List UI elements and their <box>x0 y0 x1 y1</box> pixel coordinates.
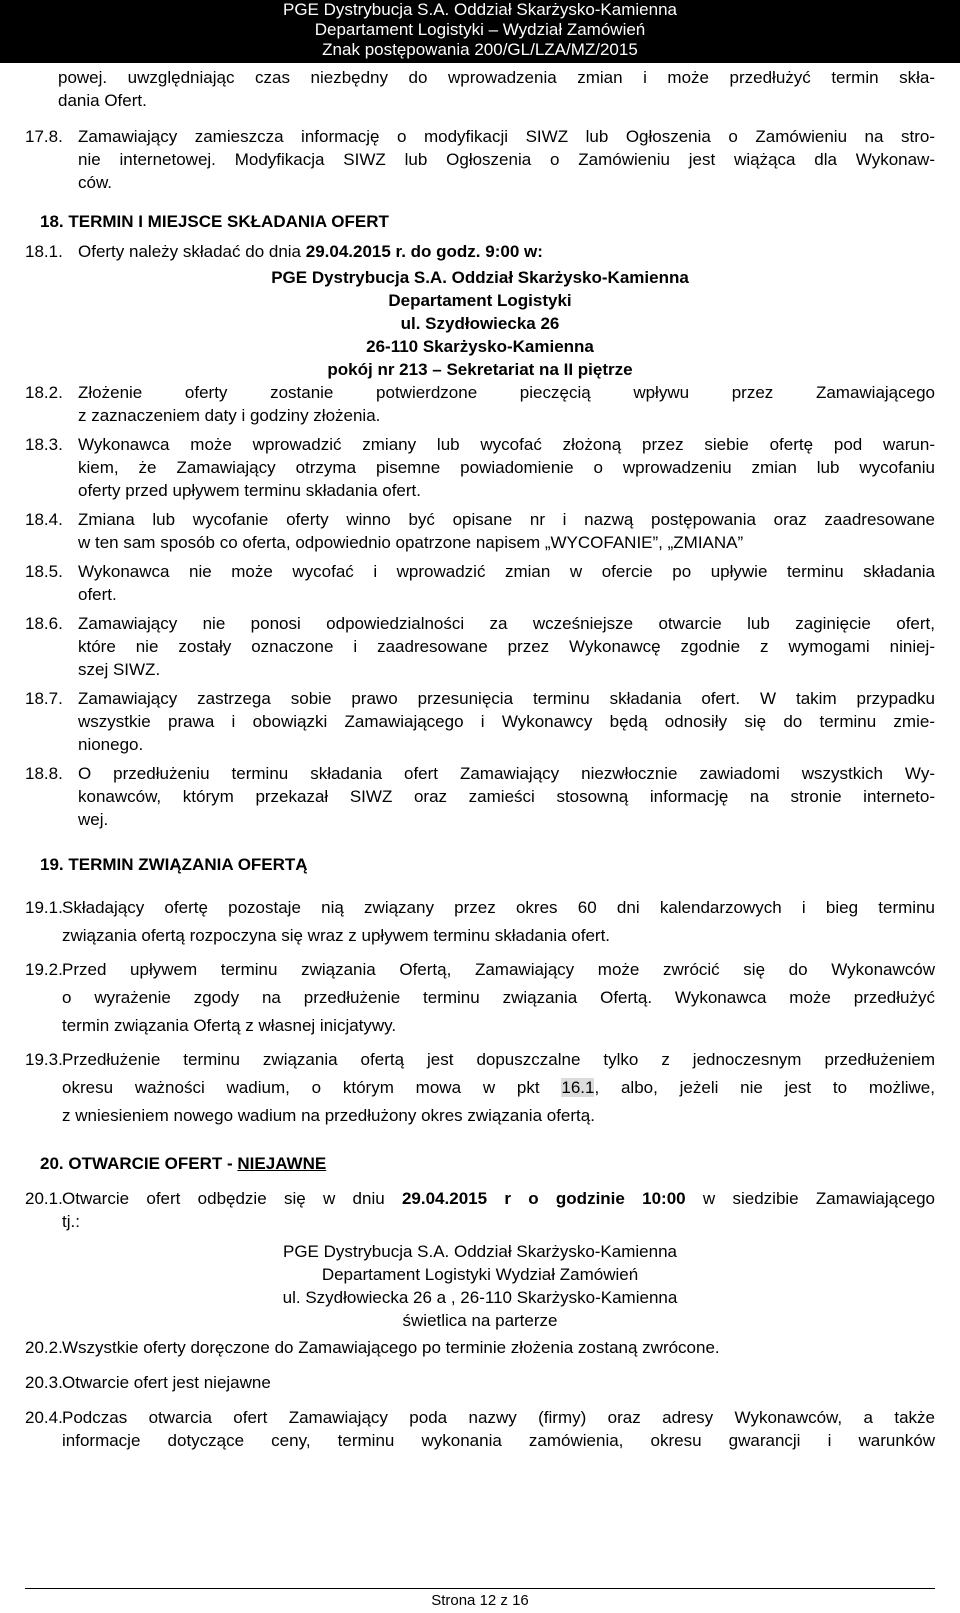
cross-reference-16-1[interactable]: 16.1 <box>561 1078 595 1097</box>
paragraph-continuation: powej. uwzględniając czas niezbędny do wprowadzenia zmian i może przedłużyć termin skła- dania Ofert. <box>58 68 935 110</box>
header-company: PGE Dystrybucja S.A. Oddział Skarżysko-Kamienna <box>283 0 677 19</box>
header-case-number: Znak postępowania 200/GL/LZA/MZ/2015 <box>322 40 638 59</box>
paragraph-19-1: 19.1. Składający ofertę pozostaje nią związany przez okres 60 dni kalendarzowych i bieg terminu związania ofertą rozpoczyna się wraz z upływem terminu składania ofert. <box>25 898 935 945</box>
footer-divider <box>25 1588 935 1589</box>
section-19-title: 19. TERMIN ZWIĄZANIA OFERTĄ <box>40 855 308 874</box>
paragraph-20-3: 20.3. Otwarcie ofert jest niejawne <box>25 1373 271 1392</box>
paragraph-19-3: 19.3. Przedłużenie terminu związania ofertą jest dopuszczalne tylko z jednoczesnym przedłużeniem okresu ważności wadium, o którym mowa w pkt 16.1, albo, jeżeli nie jest to możliwe, z wniesieniem nowego wadium na przedłużony okres związania ofertą. <box>25 1050 935 1125</box>
page-header <box>0 0 960 63</box>
paragraph-19-2: 19.2. Przed upływem terminu związania Ofertą, Zamawiający może zwrócić się do Wykonawców o wyrażenie zgody na przedłużenie terminu związania Ofertą. Wykonawca może przedłużyć termin związania Ofertą z własnej inicjatywy. <box>25 960 935 1035</box>
paragraph-18-2: 18.2. Złożenie oferty zostanie potwierdzone pieczęcią wpływu przez Zamawiającego z zaznaczeniem daty i godziny złożenia. <box>25 383 935 425</box>
paragraph-17-8: 17.8. Zamawiający zamieszcza informację o modyfikacji SIWZ lub Ogłoszenia o Zamówieniu na stro- nie internetowej. Modyfikacja SIWZ lub Ogłoszenia o Zamówieniu jest wiążąca dla Wykonaw- ców. <box>25 127 935 192</box>
section-20-title: 20. OTWARCIE OFERT - NIEJAWNE <box>40 1154 327 1173</box>
paragraph-20-2: 20.2. Wszystkie oferty doręczone do Zamawiającego po terminie złożenia zostaną zwrócone. <box>25 1338 720 1357</box>
header-department: Departament Logistyki – Wydział Zamówień <box>314 20 646 39</box>
paragraph-18-8: 18.8. O przedłużeniu terminu składania ofert Zamawiający niezwłocznie zawiadomi wszystkich Wy- konawców, którym przekazał SIWZ oraz zamieści stosowną informację na stronie interneto- wej. <box>25 764 935 829</box>
document-body <box>25 66 935 1452</box>
opening-address: PGE Dystrybucja S.A. Oddział Skarżysko-Kamienna Departament Logistyki Wydział Zamówień ul. Szydłowiecka 26 a , 26-110 Skarżysko-Kamienna świetlica na parterze <box>282 1242 678 1330</box>
paragraph-18-5: 18.5. Wykonawca nie może wycofać i wprowadzić zmian w ofercie po upływie terminu składania ofert. <box>25 562 935 604</box>
page-number: Strona 12 z 16 <box>431 1592 529 1609</box>
paragraph-18-1: 18.1. Oferty należy składać do dnia 29.04.2015 r. do godz. 9:00 w: <box>25 242 543 261</box>
paragraph-18-6: 18.6. Zamawiający nie ponosi odpowiedzialności za wcześniejsze otwarcie lub zaginięcie ofert, które nie zostały oznaczone i zaadresowane przez Wykonawcę zgodnie z wymogami niniej- szej SIWZ. <box>25 614 935 679</box>
paragraph-18-7: 18.7. Zamawiający zastrzega sobie prawo przesunięcia terminu składania ofert. W takim przypadku wszystkie prawa i obowiązki Zamawiającego i Wykonawcy będą odnosiły się do terminu zmie- nionego. <box>25 689 935 754</box>
paragraph-20-1: 20.1. Otwarcie ofert odbędzie się w dniu 29.04.2015 r o godzinie 10:00 w siedzibie Zamawiającego tj.: <box>25 1189 935 1231</box>
paragraph-20-4: 20.4. Podczas otwarcia ofert Zamawiający poda nazwy (firmy) oraz adresy Wykonawców, a także informacje dotyczące ceny, terminu wykonania zamówienia, okresu gwarancji i warunków <box>25 1408 935 1450</box>
submission-address: PGE Dystrybucja S.A. Oddział Skarżysko-Kamienna Departament Logistyki ul. Szydłowiecka 26 26-110 Skarżysko-Kamienna pokój nr 213 – Sekretariat na II piętrze <box>271 268 689 379</box>
paragraph-18-3: 18.3. Wykonawca może wprowadzić zmiany lub wycofać złożoną przez siebie ofertę pod warun- kiem, że Zamawiający otrzyma pisemne powiadomienie o wprowadzeniu zmian lub wycofaniu oferty przed upływem terminu składania ofert. <box>25 435 935 500</box>
paragraph-18-4: 18.4. Zmiana lub wycofanie oferty winno być opisane nr i nazwą postępowania oraz zaadresowane w ten sam sposób co oferta, odpowiednio opatrzone napisem „WYCOFANIE”, „ZMIANA” <box>25 510 935 552</box>
section-18-title: 18. TERMIN I MIEJSCE SKŁADANIA OFERT <box>40 212 389 231</box>
